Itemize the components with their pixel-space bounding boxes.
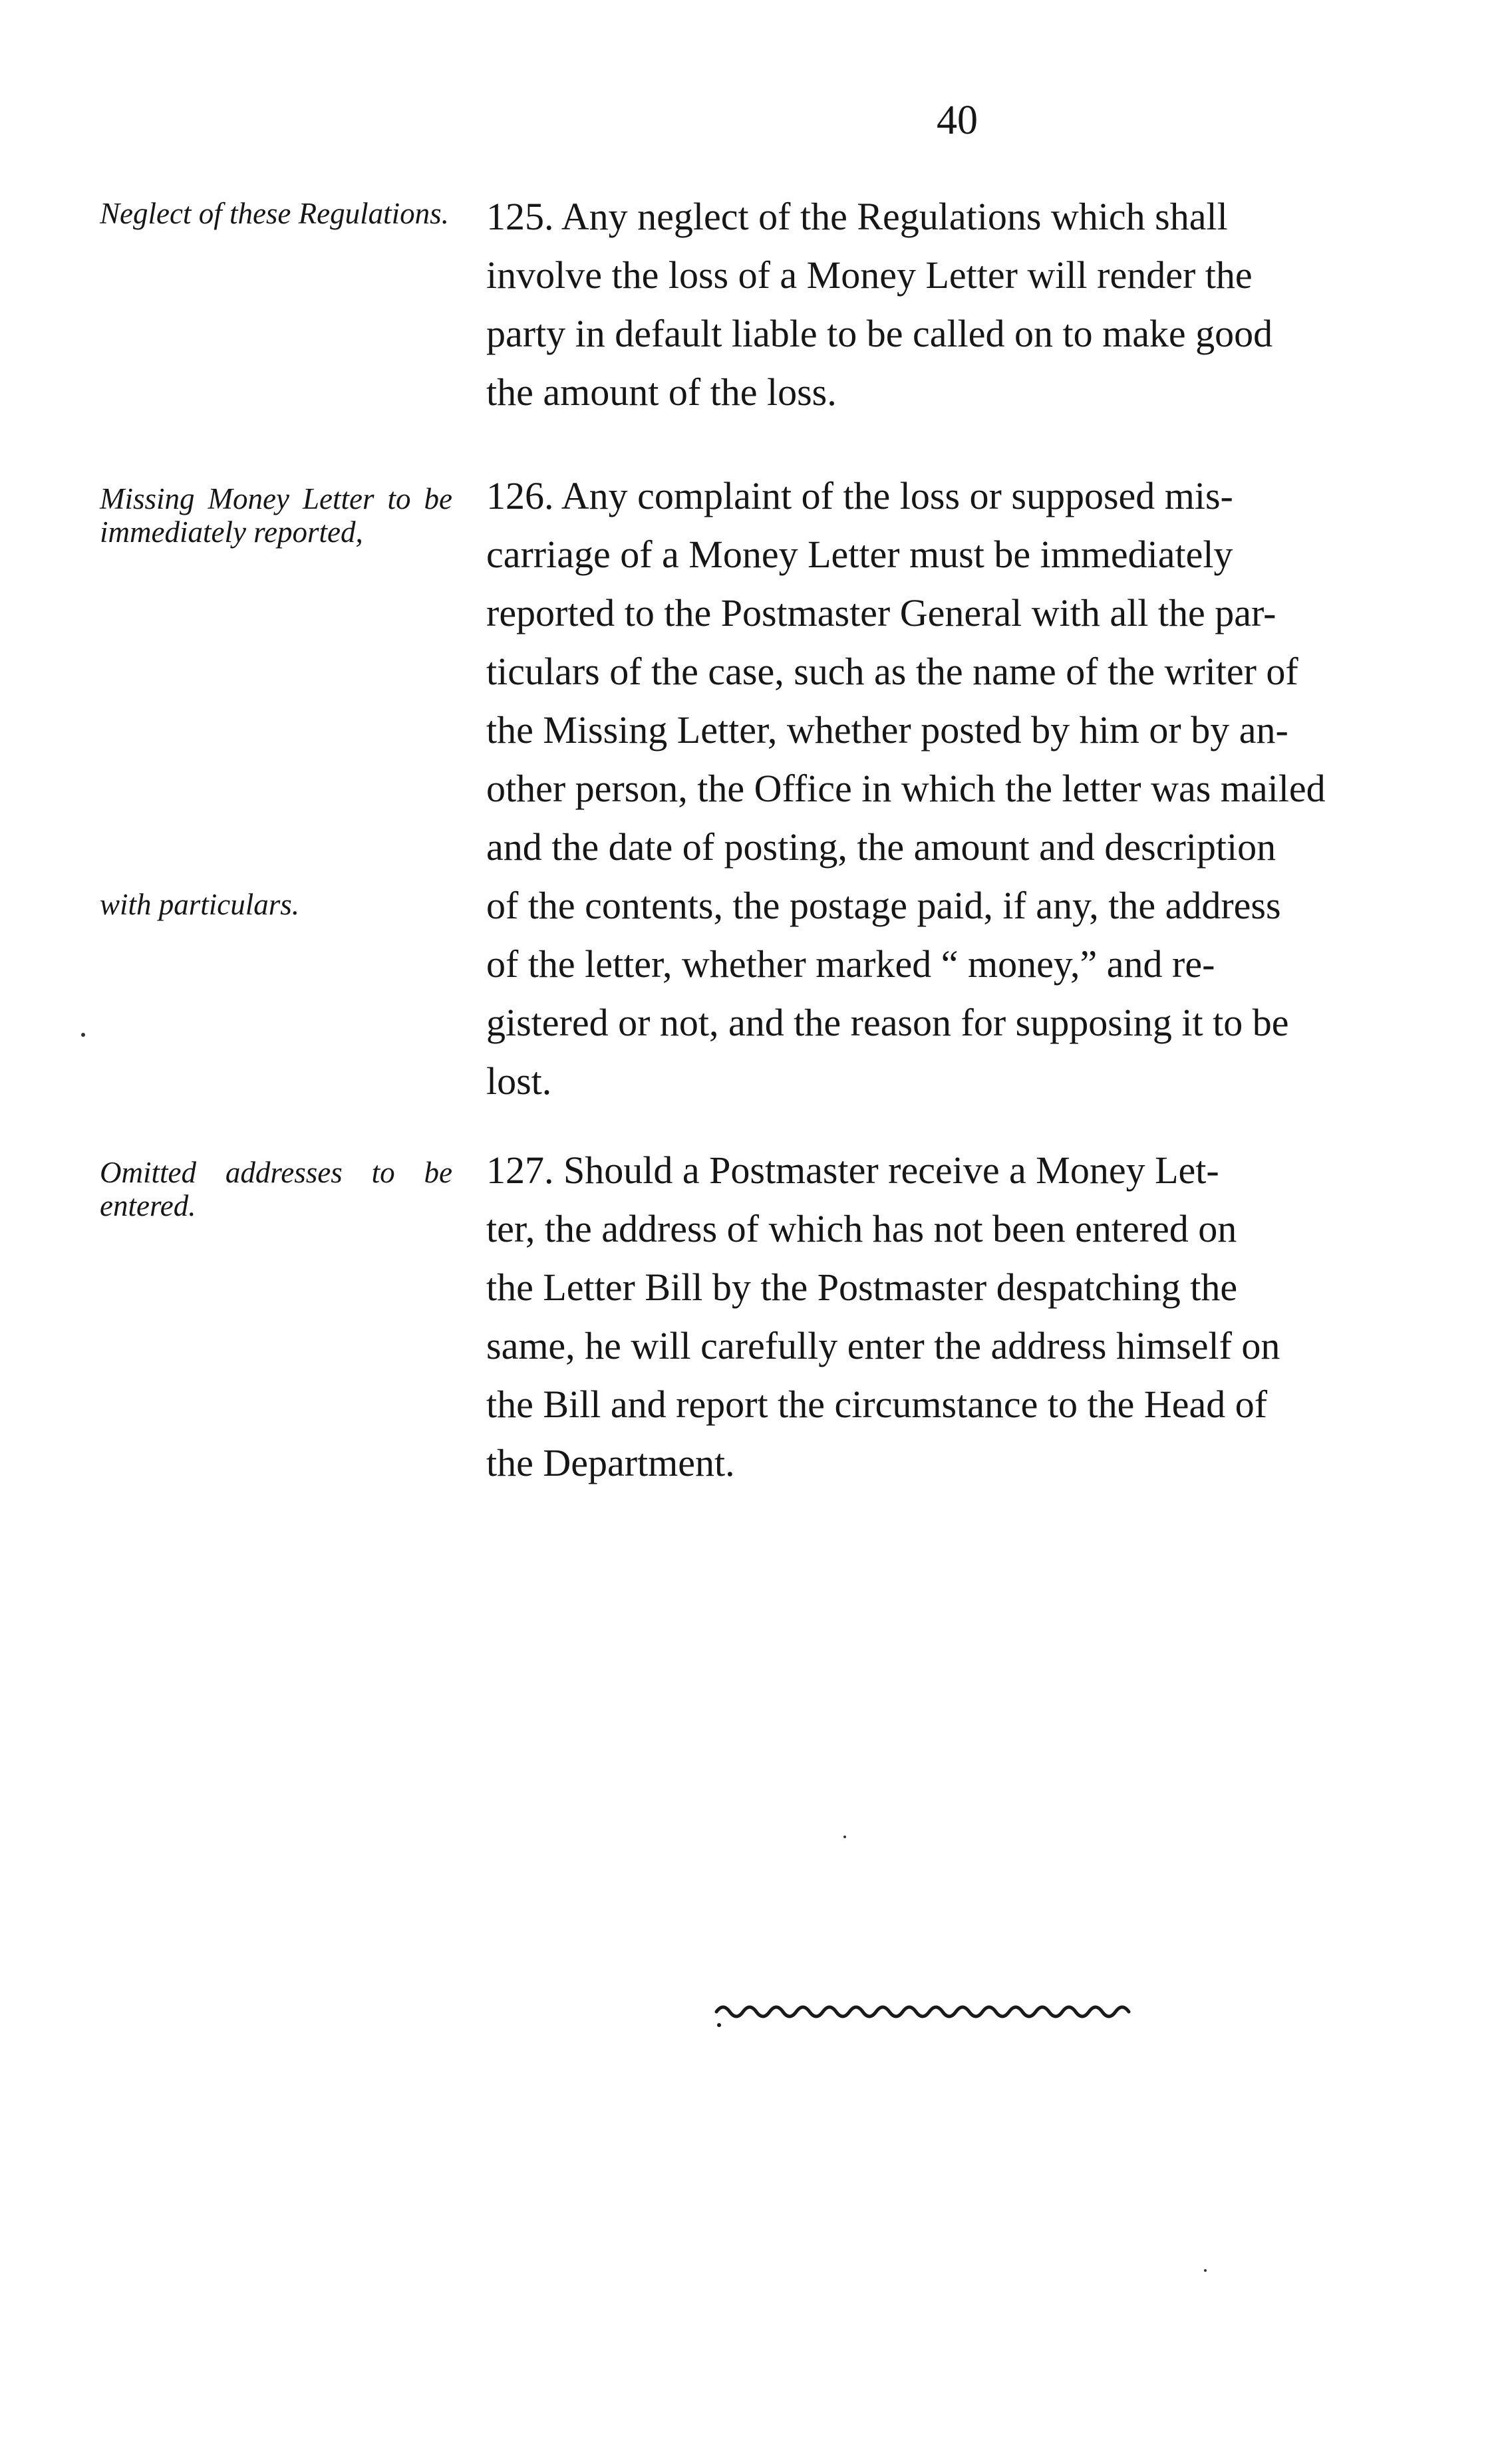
- scan-speck: [81, 1033, 85, 1037]
- margin-note-neglect: Neglect of these Regulations.: [100, 197, 449, 230]
- scan-speck: [843, 1836, 846, 1838]
- margin-note-missing-letter: Missing Money Letter to be immediately reported,: [100, 482, 452, 549]
- scan-speck: [1204, 2269, 1207, 2272]
- ornament-rule: [714, 1992, 1139, 2032]
- paragraph-125: 125. Any neglect of the Regulations which shall involve the loss of a Money Letter will render the party in default liable to be called on to make good the amount of the loss.: [486, 195, 1273, 414]
- paragraph-126: 126. Any complaint of the loss or supposed mis- carriage of a Money Letter must be immediately reported to the Postmaster General with all the par- ticulars of the case, such as the name of the writer of the Missing Letter, whether posted by him or by an- other person, the Office in which the letter was mailed and the date of posting, the amount and description of the contents, the postage paid, if any, the address of the letter, whether marked “ money,” and re- gistered or not, and the reason for supposing it to be lost.: [486, 474, 1326, 1103]
- paragraph-127: 127. Should a Postmaster receive a Money Let- ter, the address of which has not been entered on the Letter Bill by the Postmaster despatching the same, he will carefully enter the address himself on the Bill and report the circumstance to the Head of the Department.: [486, 1149, 1280, 1484]
- page-number: 40: [937, 98, 978, 143]
- margin-note-omitted-addresses: Omitted addresses to be entered.: [100, 1156, 452, 1222]
- margin-note-particulars: with particulars.: [100, 888, 300, 921]
